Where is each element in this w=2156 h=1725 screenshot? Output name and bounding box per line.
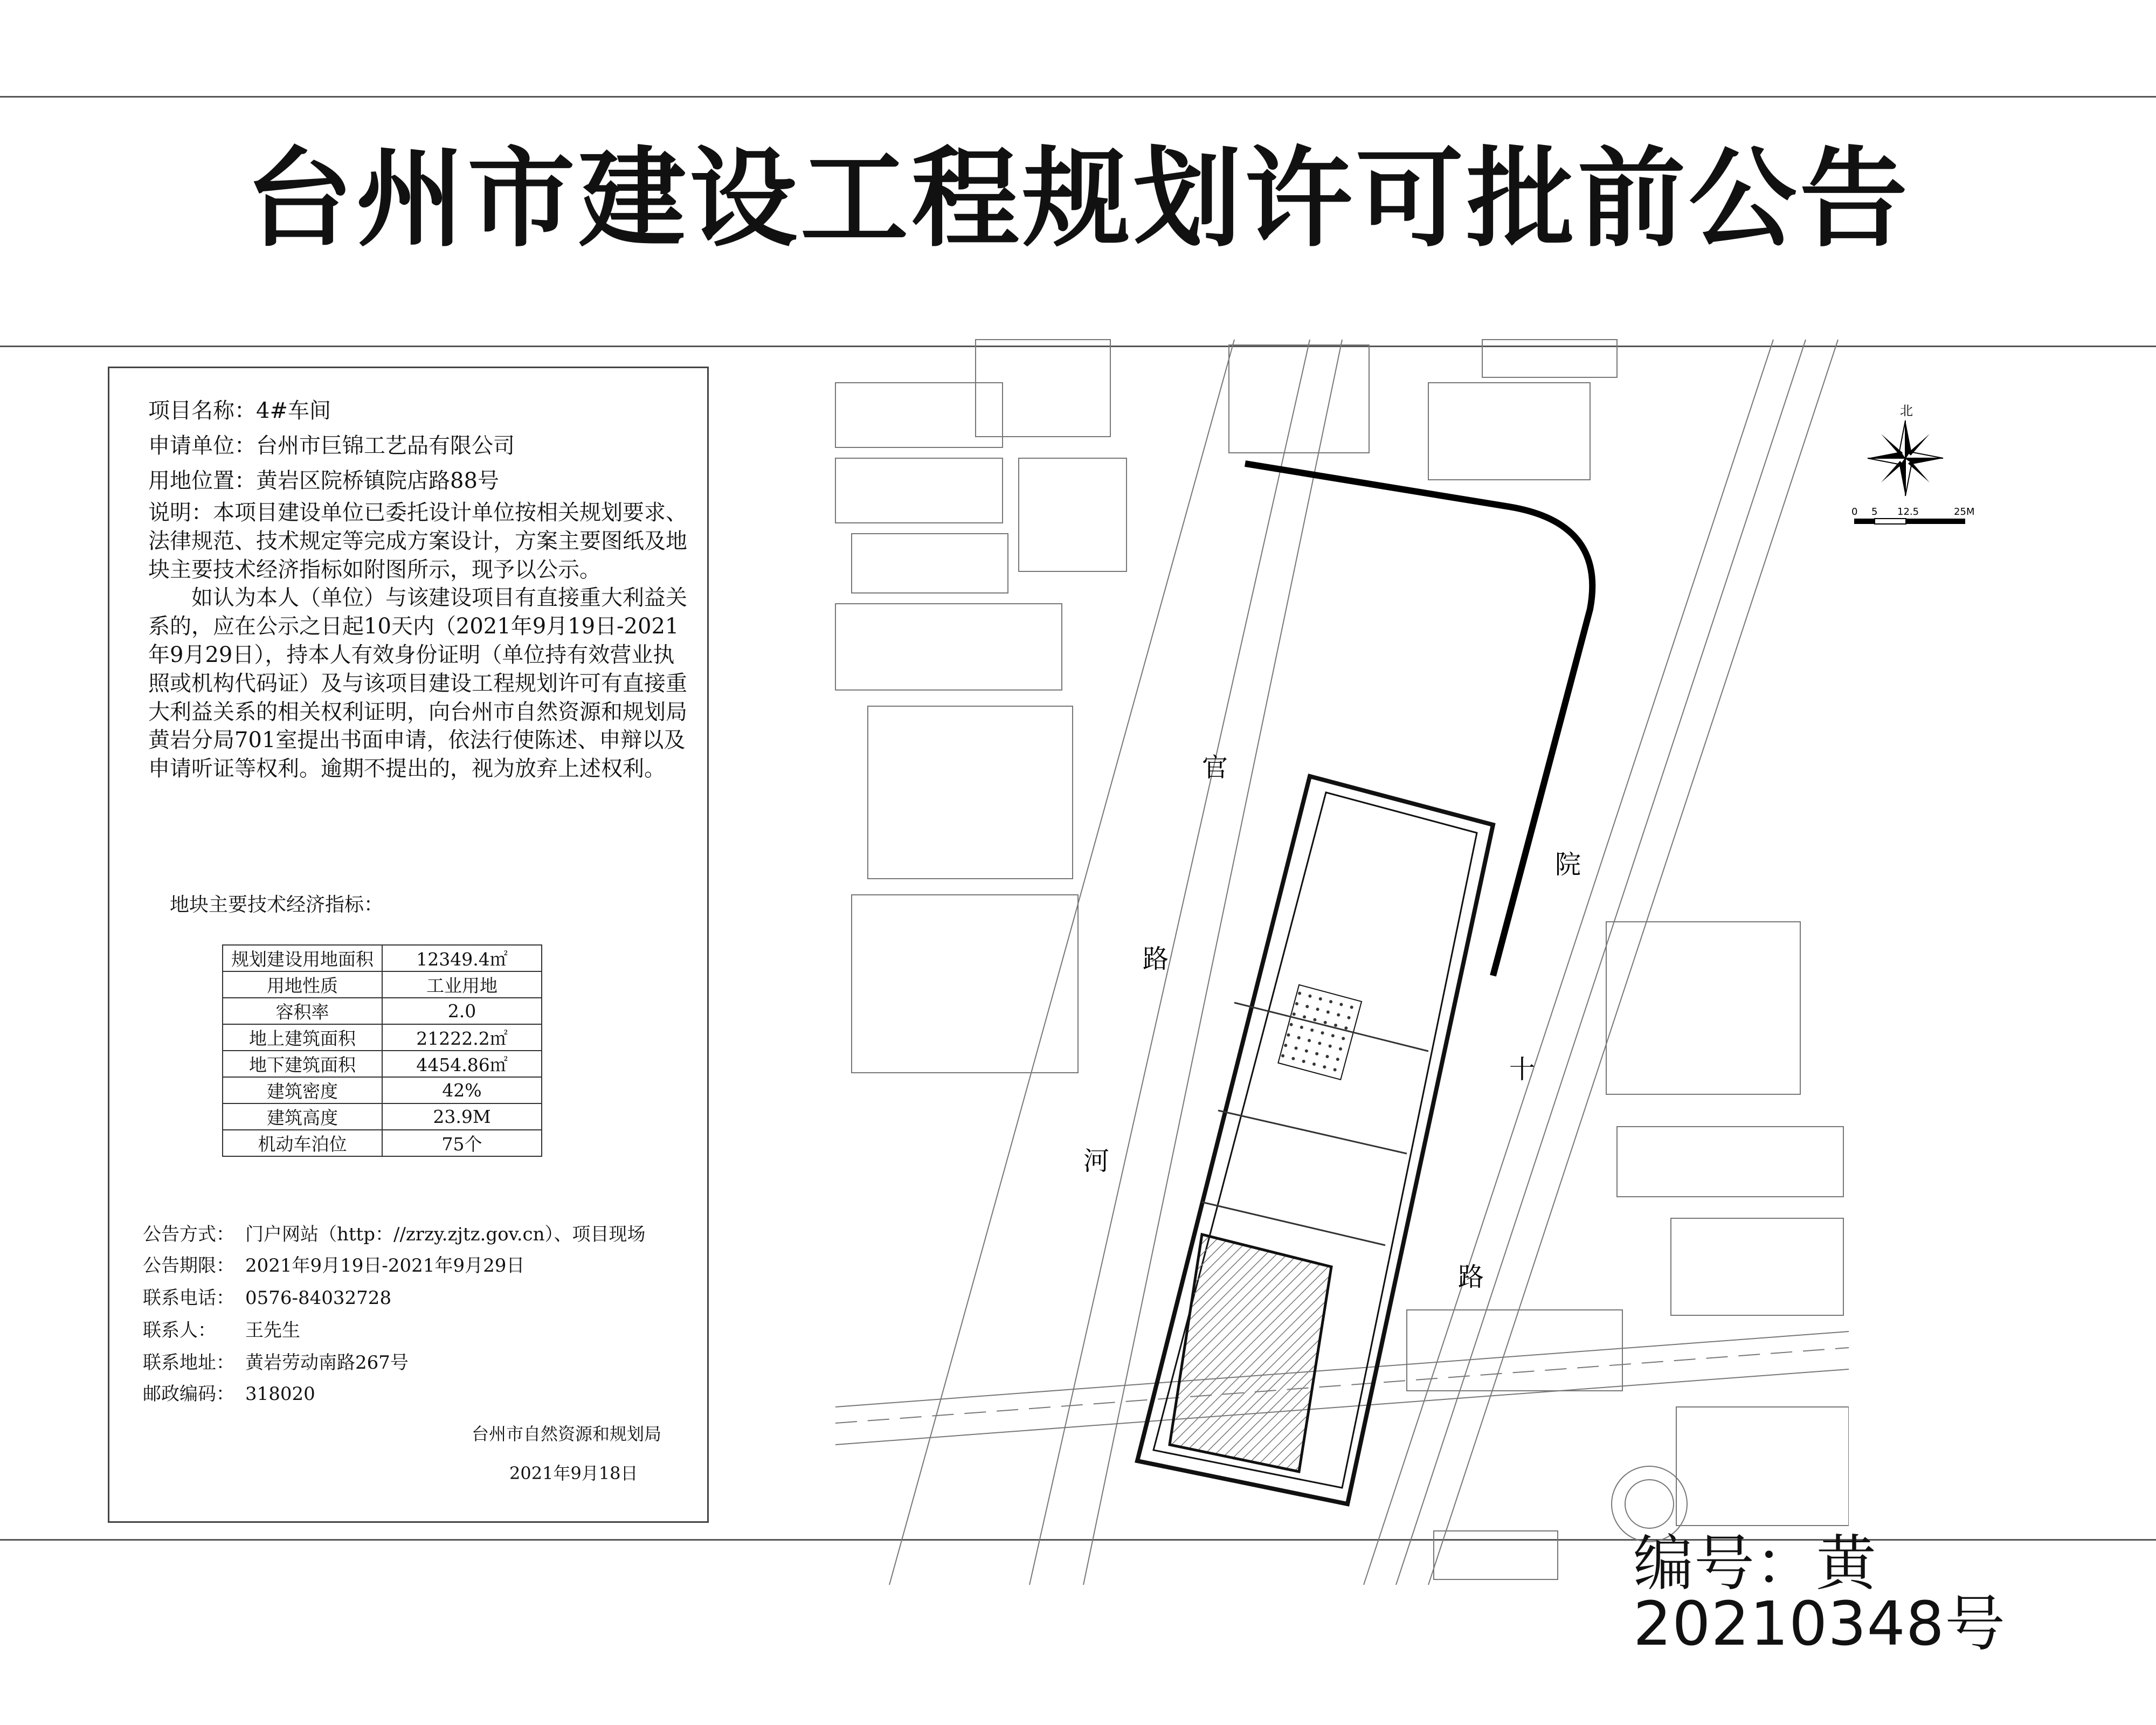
indicator-value: 75个 [382,1130,542,1156]
scale-label-25: 25M [1954,506,1975,518]
access-road-line [1245,464,1592,976]
indicator-key: 规划建设用地面积 [223,945,382,971]
indicator-value: 23.9M [382,1103,542,1130]
notice-postcode-line [143,1379,315,1405]
notice-contact-value: 王先生 [245,1320,300,1341]
page-title: 台州市建设工程规划许可批前公告 [245,136,1911,262]
map-background-lines [835,340,1849,1585]
scale-label-0: 0 [1851,506,1858,518]
notice-method-label: 公告方式： [143,1224,234,1245]
notice-period-value: 2021年9月19日-2021年9月29日 [245,1255,525,1276]
indicator-key: 地下建筑面积 [223,1051,382,1077]
description-paragraph-1: 说明：本项目建设单位已委托设计单位按相关规划要求、法律规范、技术规定等完成方案设计，方案主要图纸及地块主要技术经济指标如附图所示，现予以公示。 [148,500,687,582]
indicator-row [223,1077,542,1103]
notice-period-line [143,1251,524,1277]
location-line [148,464,499,494]
indicator-value: 2.0 [382,998,542,1024]
indicator-row [223,945,542,971]
notice-contact-label: 联系人： [143,1320,216,1341]
notice-address-line [143,1348,409,1374]
notice-address-value: 黄岩劳动南路267号 [245,1352,409,1374]
indicator-key: 机动车泊位 [223,1130,382,1156]
indicators-table [222,944,542,1157]
notice-phone-label: 联系电话： [143,1287,234,1309]
scale-bar [1851,506,1974,524]
notice-period-label: 公告期限： [143,1255,234,1276]
notice-method-line [143,1219,645,1246]
indicator-value: 工业用地 [382,971,542,998]
indicator-value: 42% [382,1077,542,1103]
location-label: 用地位置： [148,468,256,493]
applicant-label: 申请单位： [148,433,256,458]
indicator-row [223,1051,542,1077]
road-label-char-1: 官 [1202,753,1228,783]
indicator-key: 建筑密度 [223,1077,382,1103]
notice-contact-line [143,1315,300,1342]
applicant-value: 台州市巨锦工艺品有限公司 [256,433,515,458]
notice-method-value: 门户网站（http：//zrzy.zjtz.gov.cn）、项目现场 [245,1224,646,1245]
road-label-char-3: 河 [1083,1146,1110,1176]
project-site [1137,776,1493,1504]
indicator-key: 容积率 [223,998,382,1024]
road-label-right-char-1: 院 [1555,850,1581,880]
notice-postcode-label: 邮政编码： [143,1383,234,1405]
signature-date: 2021年9月18日 [509,1463,638,1484]
notice-postcode-value: 318020 [245,1383,315,1405]
north-arrow-compass [1849,399,2021,539]
location-value: 黄岩区院桥镇院店路88号 [256,468,499,493]
indicator-row [223,1103,542,1130]
indicator-row [223,1130,542,1156]
notice-address-label: 联系地址： [143,1352,234,1374]
indicator-row [223,998,542,1024]
north-label: 北 [1900,403,1913,418]
indicator-key: 建筑高度 [223,1103,382,1130]
scale-label-12-5: 12.5 [1897,506,1919,518]
description-paragraph-2: 如认为本人（单位）与该建设项目有直接重大利益关系的，应在公示之日起10天内（2021年9月19日-2021年9月29日），持本人有效身份证明（单位持有效营业执照或机构代码证）及与该项目建设工程规划许可有直接重大利益关系的相关权利证明，向台州市自然资源和规划局黄岩分局701室提出书面申请，依法行使陈述、申辩以及申请听证等权利。逾期不提出的，视为放弃上述权利。 [148,585,687,782]
road-label-char-2: 路 [1143,944,1169,974]
road-label-right-char-3: 路 [1458,1262,1484,1292]
project-name-label: 项目名称： [148,398,256,423]
indicators-title: 地块主要技术经济指标： [170,894,384,916]
project-name-line [148,394,331,424]
serial-number: 编号：黄20210348号 [1633,1529,2006,1659]
indicator-value: 12349.4㎡ [382,945,542,971]
description [148,499,693,783]
notice-phone-value: 0576-84032728 [245,1287,392,1309]
project-name-value: 4#车间 [256,398,331,423]
indicator-key: 用地性质 [223,971,382,998]
site-plan-map [825,329,1849,1585]
notice-phone-line [143,1283,391,1309]
applicant-line [148,429,515,459]
indicator-row [223,971,542,998]
indicator-value: 4454.86㎡ [382,1051,542,1077]
compass-icon [1868,420,1943,496]
scale-label-5: 5 [1871,506,1878,518]
indicator-key: 地上建筑面积 [223,1024,382,1051]
signature-org: 台州市自然资源和规划局 [472,1424,662,1444]
indicator-value: 21222.2㎡ [382,1024,542,1051]
road-label-right-char-2: 十 [1509,1054,1536,1085]
indicator-row [223,1024,542,1051]
